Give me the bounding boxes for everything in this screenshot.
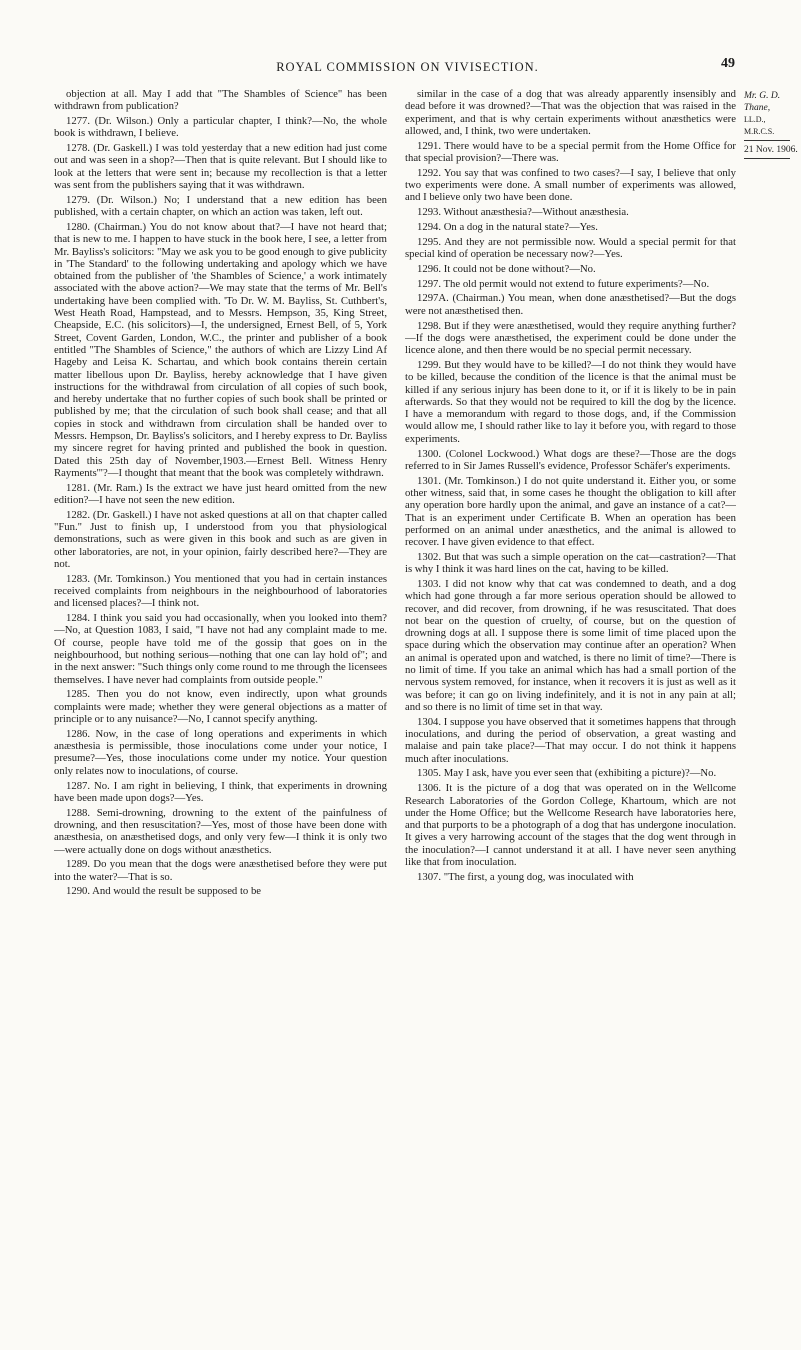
evidence-paragraph: 1304. I suppose you have observed that it sometimes happens that through inoculations, and during the period of observation, a great wasting and malaise and pain take place?—That may occur. I do not think it happens much after inoculations. bbox=[405, 715, 736, 765]
witness-degree-2: M.R.C.S. bbox=[744, 127, 775, 136]
evidence-paragraph: 1284. I think you said you had occasionally, when you looked into them?—No, at Question 1083, I said, "I have not had any complaint made to me. Of course, people have told me of the gossip that goes on in the neighbourhood, but nothing serious—nothing that one can lay hold of"; and in the next answer: "Such things only come round to me through the licensees themselves. I have never had complaints from outside people." bbox=[54, 612, 387, 686]
witness-degree-1: LL.D., bbox=[744, 115, 766, 124]
evidence-paragraph: 1301. (Mr. Tomkinson.) I do not quite understand it. Either you, or some other witness, said that, in some cases he thought the obligation to kill after any operation bore hardly upon the animal, and gave an instance of a cat?—That is an experiment under Certificate B. When an operation has been performed on an animal under anæsthetics, and the animal is allowed to recover. I have given evidence to that effect. bbox=[405, 474, 736, 549]
evidence-paragraph: 1299. But they would have to be killed?—I do not think they would have to be killed, because the condition of the licence is that the animal must be killed if any serious injury has been done to it, or if it is likely to be in pain afterwards. So that they would not be required to kill the dog by the licence. I have a memorandum with regard to those dogs, and, if the Commission would allow me, I should rather like to lay it before you, with regard to those experiments. bbox=[405, 358, 736, 445]
right-column bbox=[405, 88, 736, 1318]
evidence-paragraph: 1291. There would have to be a special permit from the Home Office for that special provision?—There was. bbox=[405, 139, 736, 164]
evidence-paragraph: 1290. And would the result be supposed to be bbox=[66, 885, 262, 898]
evidence-paragraph: 1305. May I ask, have you ever seen that (exhibiting a picture)?—No. bbox=[417, 767, 717, 780]
evidence-paragraph: 1300. (Colonel Lockwood.) What dogs are these?—Those are the dogs referred to in Sir James Russell's evidence, Professor Schäfer's experiments. bbox=[405, 447, 736, 472]
evidence-paragraph: 1279. (Dr. Wilson.) No; I understand that a new edition has been published, with a certain chapter, on which an action was taken, left out. bbox=[54, 193, 387, 219]
session-date: 21 Nov. 1906. bbox=[744, 145, 798, 155]
margin-divider-bottom bbox=[744, 158, 790, 159]
running-title: ROYAL COMMISSION ON VIVISECTION. bbox=[276, 60, 539, 74]
margin-divider bbox=[744, 140, 790, 141]
witness-margin-note bbox=[744, 90, 799, 160]
evidence-paragraph: similar in the case of a dog that was already apparently insensibly and dead before it was drowned?—That was the objection that was raised in the experiment, and that is why certain experiments without anæsthetics were allowed, and, I think, two were undertaken. bbox=[405, 88, 736, 137]
page-header bbox=[54, 56, 761, 82]
evidence-paragraph: 1303. I did not know why that cat was condemned to death, and a dog which had gone through a far more serious operation should be allowed to recover, and did recover, from drowning, if he was resuscitated. That does not bear on the question of cruelty, of course, but on the question of drowning dogs at all. I suppose there is some limit of time placed upon the space during which the observation may continue after an operation? When an animal is operated upon and watched, is there no limit of time?—There is no limit of time. If you take an animal which has had a small portion of the nervous system removed, for instance, when it recovers it is just as well as it was before; it can go on living indefinitely, and it is not in any pain at all; and so there is no limit of time set in that way. bbox=[405, 577, 736, 713]
evidence-paragraph: 1287. No. I am right in believing, I think, that experiments in drowning have been made upon dogs?—Yes. bbox=[54, 779, 387, 804]
evidence-paragraph: 1292. You say that was confined to two cases?—I say, I believe that only two experiments were done. A small number of experiments was allowed, and I believe only two have been done. bbox=[405, 166, 736, 204]
evidence-paragraph: 1294. On a dog in the natural state?—Yes. bbox=[417, 220, 598, 233]
evidence-paragraph: 1289. Do you mean that the dogs were anæsthetised before they were put into the water?—That is so. bbox=[54, 858, 387, 883]
evidence-paragraph: 1307. "The first, a young dog, was inoculated with bbox=[417, 870, 634, 883]
evidence-paragraph: 1280. (Chairman.) You do not know about that?—I have not heard that; that is new to me. I happen to have stuck in the book here, I see, a letter from Mr. Bayliss's solicitors: "May we ask you to be good enough to give publicity in 'The Standard' to the following undertaking and apology which we have obtained from the publisher of 'the Shambles of Science,' a work intimately associated with the above action?—We may state that the terms of Mr. Bell's undertaking have been complied with. 'To Dr. W. M. Bayliss, St. Cuthbert's, West Heath Road, Hampstead, and to Messrs. Hempson, 35, King Street, Cheapside, E.C. (his solicitors)—I, the undersigned, Ernest Bell, of 5, York Street, Covent Garden, London, W.C., the printer and publisher of a book entitled "The Shambles of Science," the authors of which are Lizzy Lind Af Hageby and Leisa K. Schartau, and which book contains therein certain matter libellous upon Dr. Bayliss, hereby acknowledge that I have given instructions for the withdrawal from circulation of all copies of such book, and hereby undertake that no further copies of such book shall be printed or published by me; that the circulation of such book shall cease; and that all copies in stock and withdrawn from circulation shall be handed over to Messrs. Hempson, Dr. Bayliss's solicitors, and I hereby express to Dr. Bayliss my sincere regret for having printed and published the book in question. Dated this 25th day of November,1903.—Ernest Bell. Witness Henry Rayments'"?—I thought that meant that the book was completely withdrawn. bbox=[54, 220, 387, 479]
evidence-paragraph: 1297. The old permit would not extend to future experiments?—No. bbox=[417, 277, 710, 290]
evidence-paragraph: 1295. And they are not permissible now. Would a special permit for that special kind of operation be necessary now?—Yes. bbox=[405, 235, 736, 261]
evidence-paragraph: 1302. But that was such a simple operation on the cat—castration?—That is why I think it was hard lines on the cat, having to be killed. bbox=[405, 550, 736, 576]
evidence-paragraph: 1283. (Mr. Tomkinson.) You mentioned that you had in certain instances received complaints from neighbours in the neighbourhood of laboratories and licensed places?—I think not. bbox=[54, 572, 387, 610]
left-column bbox=[54, 88, 387, 1318]
evidence-paragraph: objection at all. May I add that "The Shambles of Science" has been withdrawn from publication? bbox=[54, 88, 387, 113]
evidence-paragraph: 1286. Now, in the case of long operations and experiments in which anæsthesia is permissible, those inoculations come under your notice, I presume?—Yes, those inoculations come under my notice. Your question only relates now to inoculations, of course. bbox=[54, 727, 387, 777]
witness-name: Mr. G. D. bbox=[744, 91, 781, 101]
evidence-paragraph: 1293. Without anæsthesia?—Without anæsthesia. bbox=[417, 206, 629, 219]
evidence-paragraph: 1297A. (Chairman.) You mean, when done anæsthetised?—But the dogs were not anæsthetised then. bbox=[405, 292, 736, 317]
evidence-paragraph: 1285. Then you do not know, even indirectly, upon what grounds complaints were made; whether they were general objections as a matter of principle or to any nuisance?—No, I cannot specify anything. bbox=[54, 688, 387, 726]
evidence-paragraph: 1306. It is the picture of a dog that was operated on in the Wellcome Research Laboratories of the Gordon College, Khartoum, which are not under the Home Office; but the Wellcome Research have laboratories here, and that purports to be a photograph of a dog that has undergone inoculation. It gives a very harrowing account of the stages that the dog went through in the inoculation?—I cannot understand it at all. I have never seen anything like that from inoculation. bbox=[405, 782, 736, 869]
evidence-paragraph: 1288. Semi-drowning, drowning to the extent of the painfulness of drowning, and then resuscitation?—Yes, most of those have been done with anæsthesia, on anæsthetised dogs, and only very few—I think it is only two—were actually done on dogs without anæsthetics. bbox=[54, 806, 387, 856]
evidence-paragraph: 1278. (Dr. Gaskell.) I was told yesterday that a new edition had just come out and was seen in a shop?—Then that is quite relevant. But I should like to look at the letters that were sent in; because my recollection is that a letter was sent from the publishers saying that it was withdrawn. bbox=[54, 142, 387, 192]
evidence-paragraph: 1277. (Dr. Wilson.) Only a particular chapter, I think?—No, the whole book is withdrawn, I believe. bbox=[54, 115, 387, 140]
page-number: 49 bbox=[721, 56, 735, 71]
evidence-paragraph: 1282. (Dr. Gaskell.) I have not asked questions at all on that chapter called "Fun." Just to finish up, I understood from you that physiological demonstrations, such as were given in this book and such as are given in other laboratories, are not, in your opinion, fairly described here?—They are not. bbox=[54, 508, 387, 570]
witness-surname: Thane, bbox=[744, 103, 771, 113]
evidence-paragraph: 1281. (Mr. Ram.) Is the extract we have just heard omitted from the new edition?—I have not seen the new edition. bbox=[54, 481, 387, 506]
evidence-paragraph: 1298. But if they were anæsthetised, would they require anything further?—If the dogs were anæsthetised, the experiment could be done under the licence alone, and then there would be no special permit necessary. bbox=[405, 319, 736, 357]
evidence-paragraph: 1296. It could not be done without?—No. bbox=[417, 262, 596, 275]
